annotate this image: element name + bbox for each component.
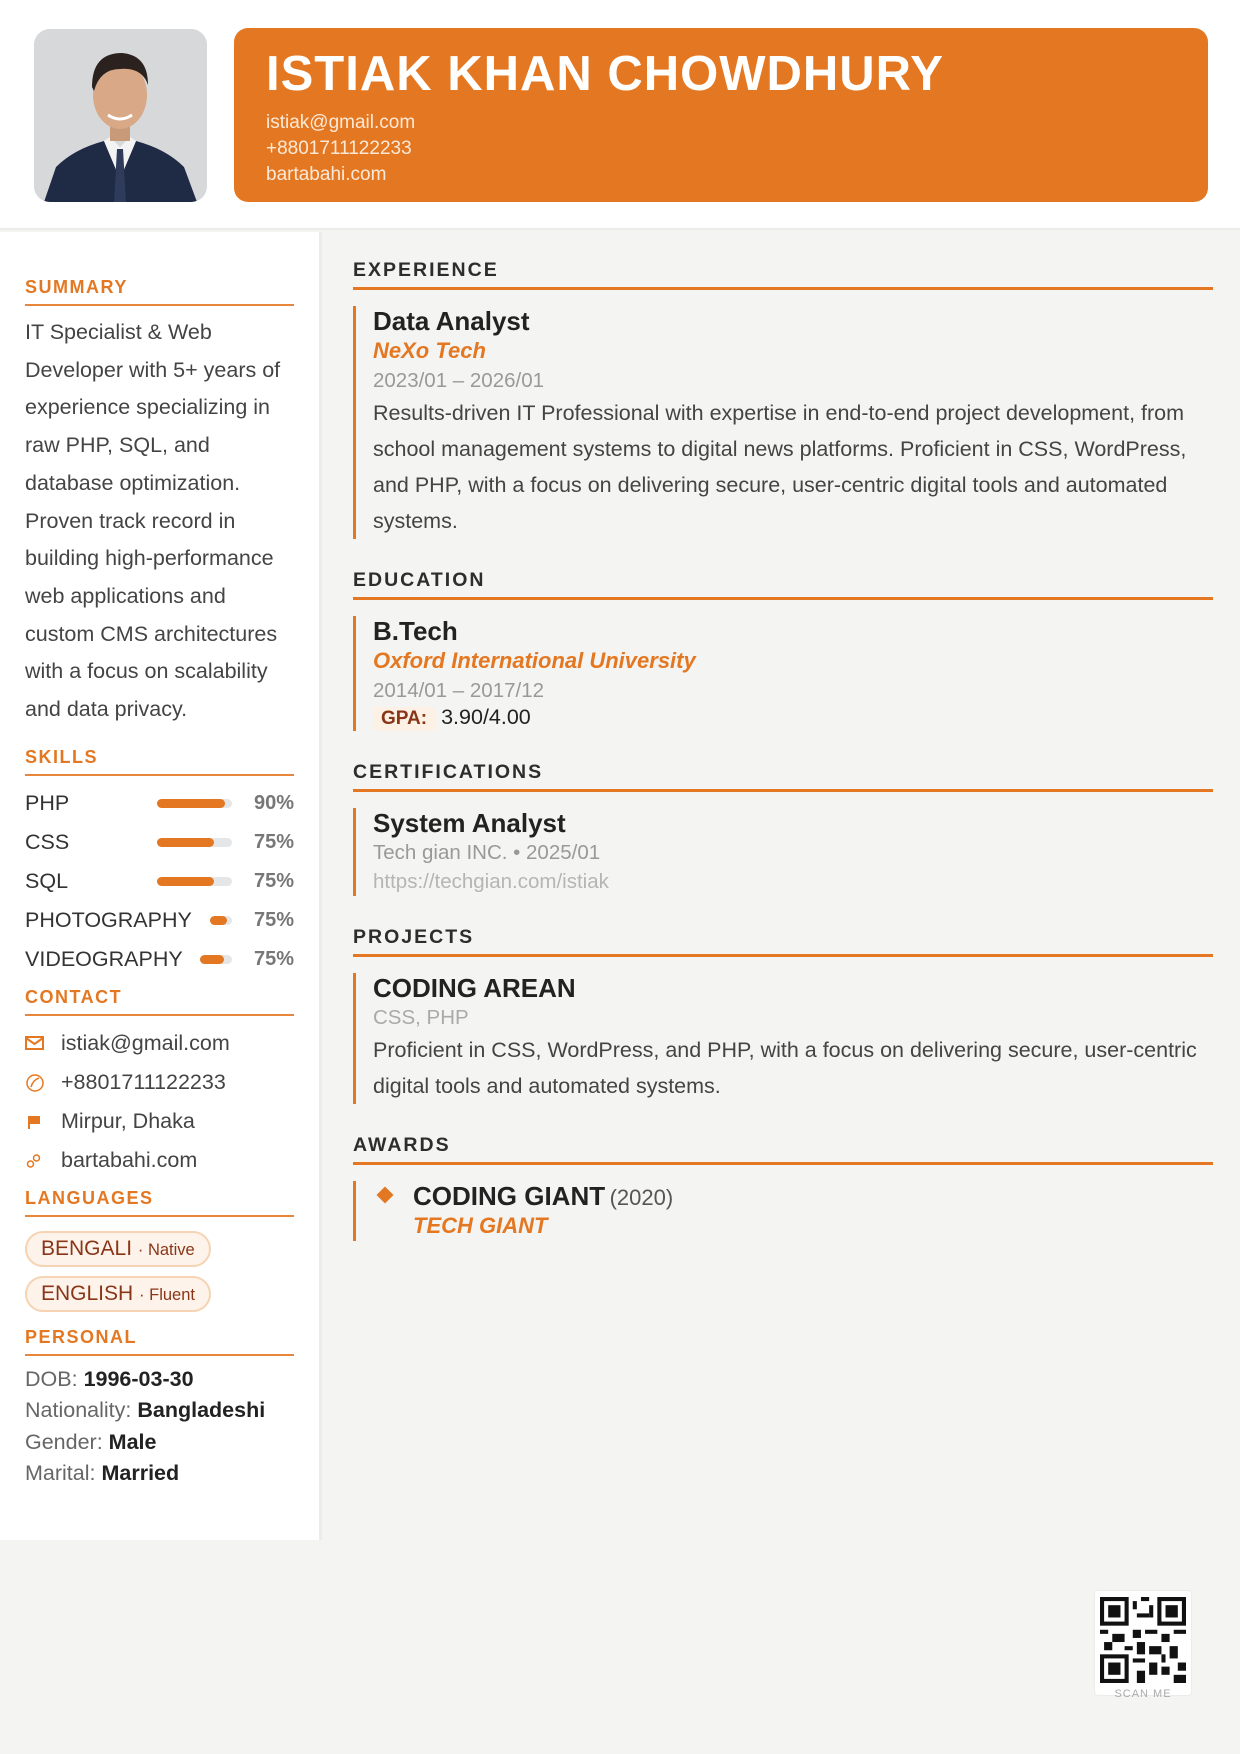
job-dates: 2023/01 – 2026/01 [373,369,544,392]
contact-email-text: istiak@gmail.com [61,1030,230,1055]
skill-bar-fill [157,838,214,847]
full-name: ISTIAK KHAN CHOWDHURY [266,47,944,101]
language-level: · Native [137,1240,195,1259]
skill-bar-fill [210,916,227,925]
personal-info [25,1364,294,1490]
project-title: CODING AREAN [373,973,576,1003]
language-level: · Fluent [139,1285,195,1304]
skill-bar [157,838,232,847]
degree: B.Tech [373,616,458,646]
contact-website-text: bartabahi.com [61,1147,198,1172]
skill-percent: 75% [253,947,294,970]
skill-percent: 90% [253,791,294,814]
skill-name: PHP [25,790,70,815]
skill-item [25,784,294,823]
education-heading: EDUCATION [353,569,1213,600]
personal-label: Nationality: [25,1398,132,1423]
certification-url[interactable]: https://techgian.com/istiak [373,870,609,893]
language-name: ENGLISH [41,1281,134,1305]
languages-list [25,1231,294,1321]
skill-percent: 75% [253,908,294,931]
personal-value: Married [101,1461,180,1486]
skill-bar-fill [157,799,225,808]
school-name: Oxford International University [373,648,696,673]
contact-website[interactable] [25,1141,294,1180]
award-entry [353,1181,1213,1241]
project-description: Proficient in CSS, WordPress, and PHP, with a focus on delivering secure, user-centric digital tools and automated systems. [373,1038,1197,1098]
header-email[interactable]: istiak@gmail.com [266,112,416,133]
contact-heading: CONTACT [25,987,294,1016]
gpa-value: 3.90/4.00 [441,705,531,729]
skill-percent: 75% [253,830,294,853]
mail-icon [25,1035,61,1051]
resume-header [0,0,1240,230]
award-title: CODING GIANT [413,1181,606,1211]
language-name: BENGALI [41,1236,133,1260]
personal-gender [25,1427,294,1459]
qr-code-icon [1100,1597,1186,1683]
job-description: Results-driven IT Professional with expertise in end-to-end project development, from school management systems to digital news platforms. Proficient in CSS, WordPress, and PHP, with a focus on delivering secure, user-centric digital tools and automated systems. [373,401,1187,533]
skill-bar [200,955,232,964]
skill-item [25,901,294,940]
projects-heading: PROJECTS [353,926,1213,957]
skill-bar [157,877,232,886]
skill-bar [210,916,232,925]
diamond-bullet-icon [377,1187,394,1204]
skills-list [25,784,294,979]
skill-bar [157,799,232,808]
skill-item [25,823,294,862]
qr-caption: SCAN ME [1114,1688,1172,1700]
personal-label: Gender: [25,1429,103,1454]
languages-heading: LANGUAGES [25,1188,294,1217]
skill-name: CSS [25,829,70,854]
header-phone[interactable]: +8801711122233 [266,138,412,159]
header-website[interactable]: bartabahi.com [266,164,387,185]
experience-entry [353,306,1213,539]
gpa-label: GPA: [373,707,435,731]
contact-phone-text: +8801711122233 [61,1069,226,1094]
contact-list [25,1024,294,1180]
education-dates: 2014/01 – 2017/12 [373,679,544,702]
summary-text: IT Specialist & Web Developer with 5+ years of experience specializing in raw PHP, SQL, and database optimization. Proven track record in building high-performance web applications and custom CMS architectures with a focus on scalability and data privacy. [25,320,281,722]
profile-photo [34,29,207,202]
education-entry [353,616,1213,731]
language-chip [25,1276,211,1312]
project-tech: CSS, PHP [373,1006,469,1029]
main-content [353,232,1213,1271]
personal-marital [25,1458,294,1490]
awards-heading: AWARDS [353,1134,1213,1165]
company-name: NeXo Tech [373,338,486,363]
certification-issuer-date: Tech gian INC. • 2025/01 [373,841,601,864]
skill-percent: 75% [253,869,294,892]
qr-code-box[interactable] [1094,1590,1192,1700]
language-chip [25,1231,211,1267]
personal-label: Marital: [25,1461,96,1486]
personal-value: Bangladeshi [137,1398,266,1423]
phone-icon [25,1072,61,1092]
personal-value: 1996-03-30 [83,1366,194,1391]
award-year: (2020) [609,1185,674,1210]
link-icon [25,1151,61,1169]
experience-heading: EXPERIENCE [353,259,1213,290]
certifications-heading: CERTIFICATIONS [353,761,1213,792]
award-issuer: TECH GIANT [413,1213,548,1238]
skill-bar-fill [157,877,214,886]
personal-heading: PERSONAL [25,1327,294,1356]
flag-icon [25,1112,61,1130]
certification-title: System Analyst [373,808,566,838]
contact-location [25,1102,294,1141]
summary-heading: SUMMARY [25,277,294,306]
personal-value: Male [108,1429,157,1454]
personal-label: DOB: [25,1366,78,1391]
personal-nationality [25,1395,294,1427]
skill-item [25,862,294,901]
avatar [34,29,207,202]
skill-name: SQL [25,868,69,893]
project-entry [353,973,1213,1104]
skill-name: VIDEOGRAPHY [25,946,183,971]
sidebar [0,232,322,1540]
name-banner [234,28,1208,202]
job-title: Data Analyst [373,306,530,336]
personal-dob [25,1364,294,1396]
contact-phone[interactable] [25,1063,294,1102]
skills-heading: SKILLS [25,747,294,776]
skill-bar-fill [200,955,224,964]
certification-entry [353,808,1213,896]
contact-email[interactable] [25,1024,294,1063]
skill-item [25,940,294,979]
contact-location-text: Mirpur, Dhaka [61,1108,195,1133]
skill-name: PHOTOGRAPHY [25,907,192,932]
